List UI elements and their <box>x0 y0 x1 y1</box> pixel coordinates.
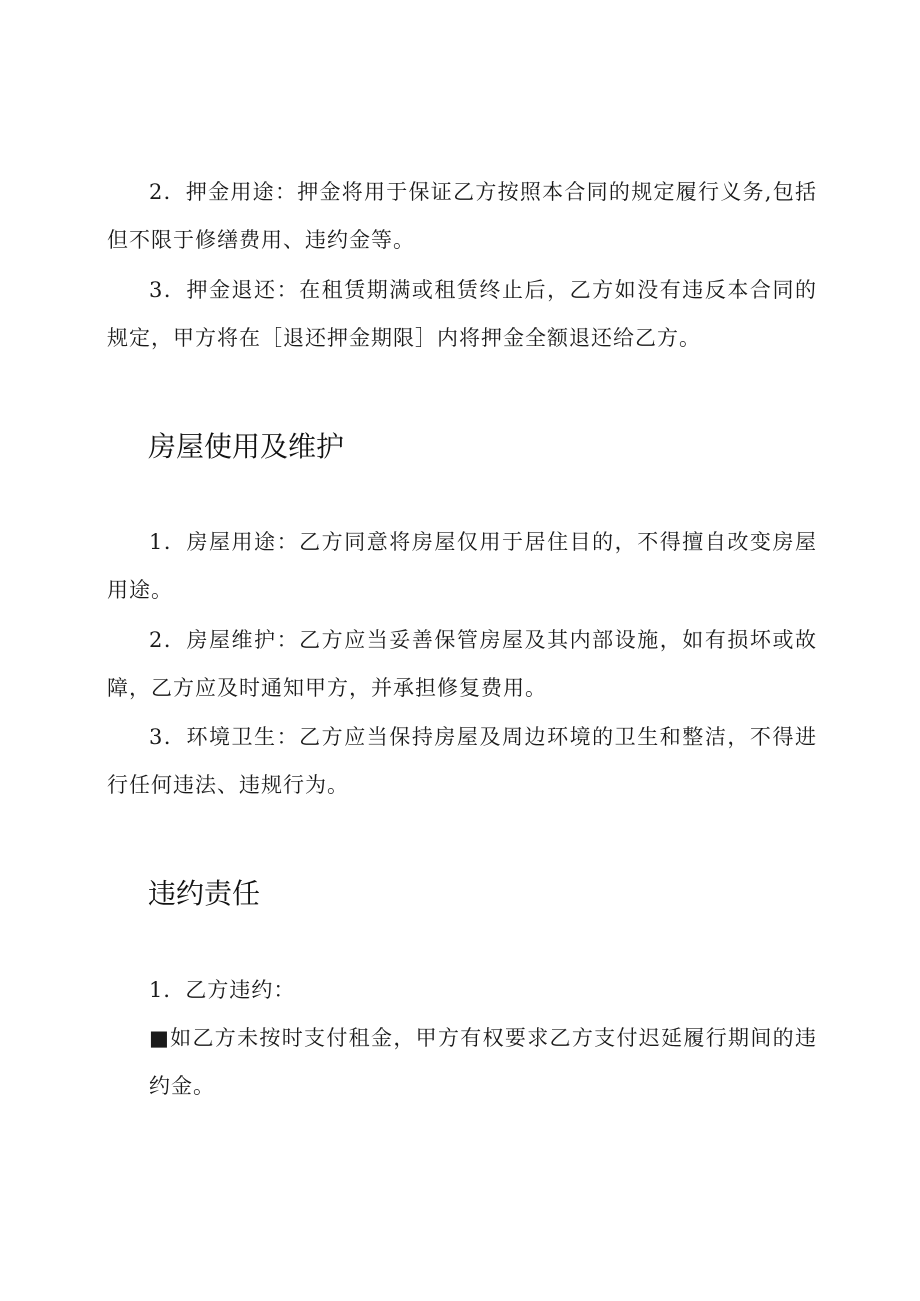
late-rent-clause: ■如乙方未按时支付租金，甲方有权要求乙方支付迟延履行期间的违约金。 <box>149 1026 817 1098</box>
maintenance-paragraph: 2．房屋维护：乙方应当妥善保管房屋及其内部设施，如有损坏或故障，乙方应及时通知甲方，并承担修复费用。 <box>107 628 817 700</box>
section-heading-usage-maintenance: 房屋使用及维护 <box>148 430 345 463</box>
tenant-breach-paragraph: 1．乙方违约： <box>149 978 296 1002</box>
usage-purpose-paragraph: 1．房屋用途：乙方同意将房屋仅用于居住目的，不得擅自改变房屋用途。 <box>107 530 817 602</box>
section-heading-liability: 违约责任 <box>148 877 261 910</box>
deposit-refund-paragraph: 3．押金退还：在租赁期满或租赁终止后，乙方如没有违反本合同的规定，甲方将在［退还押金期限］内将押金全额退还给乙方。 <box>107 278 817 350</box>
deposit-usage-paragraph: 2．押金用途：押金将用于保证乙方按照本合同的规定履行义务,包括但不限于修缮费用、违约金等。 <box>107 180 817 252</box>
hygiene-paragraph: 3．环境卫生：乙方应当保持房屋及周边环境的卫生和整洁，不得进行任何违法、违规行为。 <box>107 725 817 797</box>
